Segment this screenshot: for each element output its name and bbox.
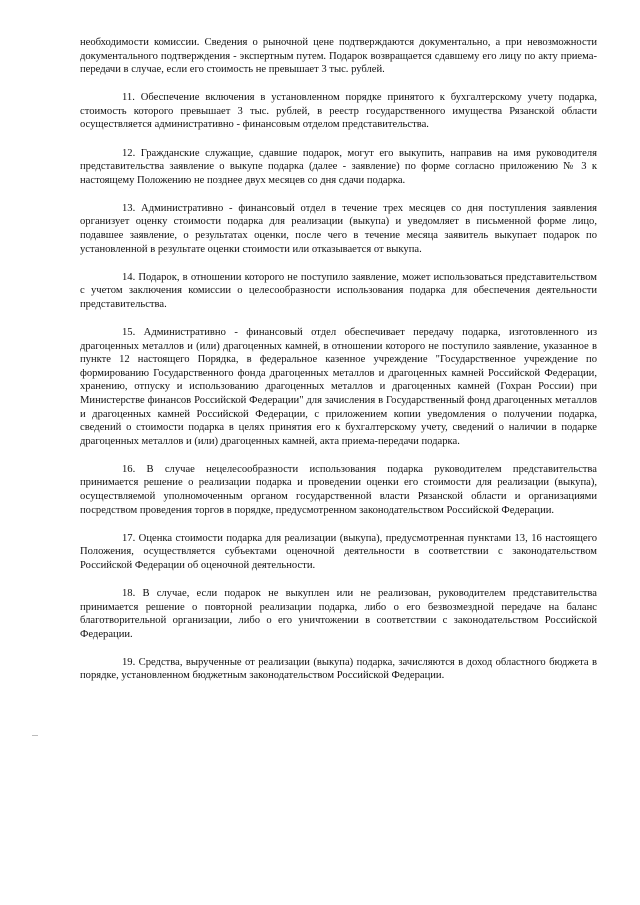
paragraph-15: 15. Административно - финансовый отдел обеспечивает передачу подарка, изготовленного из драгоценных металлов и (или) драгоценных камней, в отношении которого не поступило заявление, указанное в пункте 12 настоящего Порядка, в федеральное казенное учреждение "Государственное учреждение по формированию Государственного фонда драгоценных металлов и драгоценных камней Российской Федерации, хранению, отпуску и использованию драгоценных металлов и драгоценных камней (Гохран России) при Министерстве финансов Российской Федерации" для зачисления в Государственный фонд драгоценных металлов и драгоценных камней Российской Федерации, с приложением копии уведомления о получении подарка, сведений о стоимости подарка в целях принятия его к бухгалтерскому учету, сведений о наличии в подарке драгоценных металлов и (или) драгоценных камней, акта приема-передачи подарка. — [80, 327, 597, 447]
paragraph-19: 19. Средства, вырученные от реализации (выкупа) подарка, зачисляются в доход областного бюджета в порядке, установленном бюджетным законодательством Российской Федерации. — [80, 656, 597, 682]
document-body — [80, 36, 597, 698]
paragraph-14: 14. Подарок, в отношении которого не поступило заявление, может использоваться представительством с учетом заключения комиссии о целесообразности использования подарка для обеспечения деятельности представительства. — [80, 271, 597, 310]
paragraph-18: 18. В случае, если подарок не выкуплен или не реализован, руководителем представительства принимается решение о повторной реализации подарка, либо о его безвозмездной передаче на баланс благотворительной организации, либо о его уничтожении в соответствии с законодательством Российской Федерации. — [80, 588, 597, 640]
paragraph-13: 13. Административно - финансовый отдел в течение трех месяцев со дня поступления заявления организует оценку стоимости подарка для реализации (выкупа) и уведомляет в письменной форме лицо, подавшее заявление, о результатах оценки, после чего в течение месяца заявитель выкупает подарок по установленной в результате оценки стоимости или отказывается от выкупа. — [80, 202, 597, 255]
paragraph-12: 12. Гражданские служащие, сдавшие подарок, могут его выкупить, направив на имя руководителя представительства заявление о выкупе подарка (далее - заявление) по форме согласно приложению № 3 к настоящему Положению не позднее двух месяцев со дня сдачи подарка. — [80, 147, 597, 186]
paragraph-continuation: необходимости комиссии. Сведения о рыночной цене подтверждаются документально, а при невозможности документального подтверждения - экспертным путем. Подарок возвращается сдавшему его лицу по акту приема-передачи в случае, если его стоимость не превышает 3 тыс. рублей. — [80, 37, 597, 76]
paragraph-17: 17. Оценка стоимости подарка для реализации (выкупа), предусмотренная пунктами 13, 16 настоящего Положения, осуществляется субъектами оценочной деятельности в соответствии с законодательством Российской Федерации об оценочной деятельности. — [80, 532, 597, 571]
margin-mark — [32, 735, 38, 736]
paragraph-11: 11. Обеспечение включения в установленном порядке принятого к бухгалтерскому учету подарка, стоимость которого превышает 3 тыс. рублей, в реестр государственного имущества Рязанской области осуществляется административно - финансовым отделом представительства. — [80, 92, 597, 131]
paragraph-16: 16. В случае нецелесообразности использования подарка руководителем представительства принимается решение о реализации подарка и проведении оценки его стоимости для реализации (выкупа), осуществляемой уполномоченным органом государственной власти Рязанской области и организациями посредством проведения торгов в порядке, предусмотренном законодательством Российской Федерации. — [80, 463, 597, 516]
